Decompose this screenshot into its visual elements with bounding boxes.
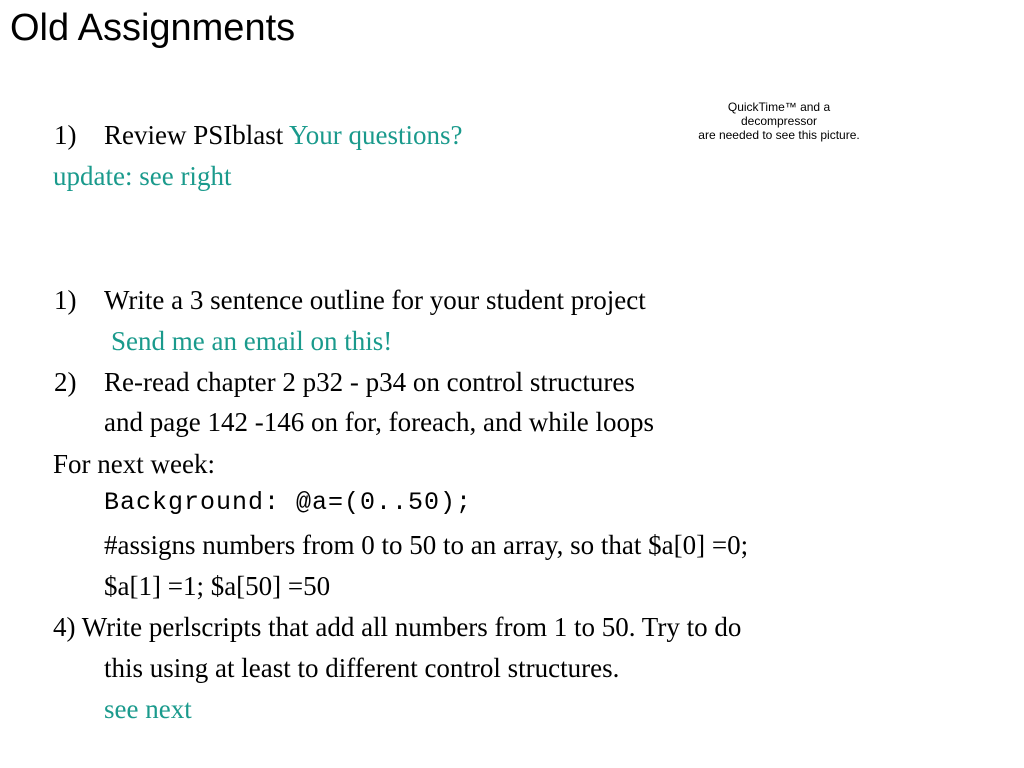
review-psiblast-line — [104, 119, 463, 151]
item-number: 1) — [54, 285, 77, 315]
item-number: 1) — [54, 120, 77, 150]
quicktime-line-1: QuickTime™ and a — [727, 100, 831, 114]
comment-line-1: #assigns numbers from 0 to 50 to an array, so that $a[0] =0; — [104, 530, 749, 560]
item-number: 2) — [54, 367, 77, 397]
quicktime-line-2: decompressor — [740, 114, 818, 128]
update-see-right: update: see right — [53, 161, 232, 191]
page-title: Old Assignments — [10, 7, 296, 49]
quicktime-placeholder — [672, 100, 886, 142]
reread-chapter-line-2: and page 142 -146 on for, foreach, and while loops — [104, 407, 655, 437]
background-code: Background: @a=(0..50); — [104, 488, 473, 517]
your-questions-highlight: Your questions? — [289, 120, 463, 150]
see-next-link: see next — [104, 694, 192, 724]
perlscripts-line-2: this using at least to different control structures. — [104, 653, 620, 683]
review-psiblast-text: Review PSIblast — [104, 120, 284, 150]
perlscripts-line-1: 4) Write perlscripts that add all numbers from 1 to 50. Try to do — [53, 612, 742, 642]
comment-line-2: $a[1] =1; $a[50] =50 — [104, 571, 331, 601]
quicktime-line-3: are needed to see this picture. — [698, 128, 860, 142]
outline-assignment: Write a 3 sentence outline for your student project — [104, 285, 646, 315]
reread-chapter-line-1: Re-read chapter 2 p32 - p34 on control structures — [104, 367, 635, 397]
next-week-heading: For next week: — [53, 449, 215, 479]
send-email-highlight: Send me an email on this! — [111, 326, 393, 356]
